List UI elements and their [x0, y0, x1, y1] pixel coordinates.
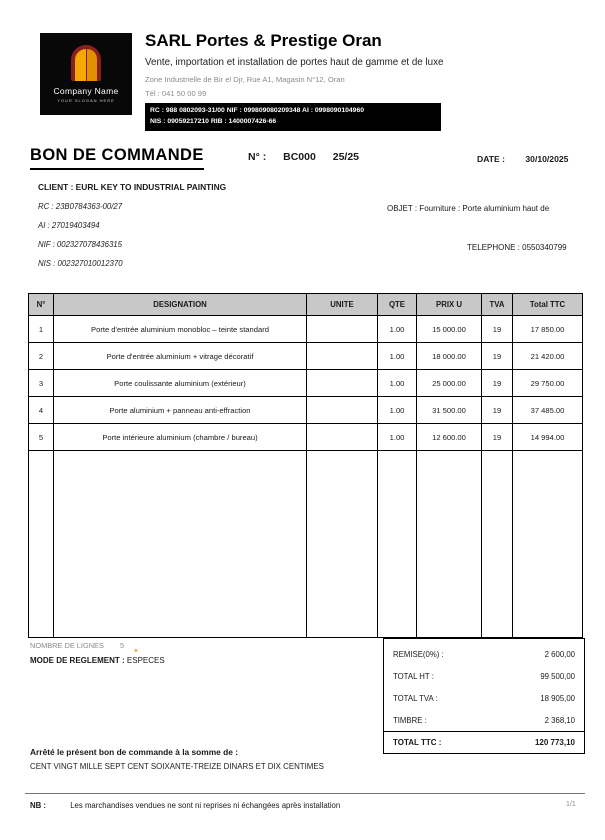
- table-cell: [307, 397, 378, 424]
- total-ttc-row: [384, 731, 584, 753]
- table-cell-empty: [417, 451, 482, 638]
- order-date-label: DATE :: [477, 154, 506, 164]
- order-number-value: 25/25: [332, 151, 360, 163]
- table-cell: [307, 370, 378, 397]
- table-cell: 17 850.00: [513, 316, 583, 343]
- company-title: SARL Portes & Prestige Oran: [145, 31, 382, 50]
- arrete-line: Arrêté le présent bon de commande à la somme de :: [30, 747, 239, 757]
- totals-row-label: TOTAL TVA :: [393, 693, 438, 703]
- door-leaf-right: [87, 49, 98, 81]
- totals-row: [384, 687, 584, 709]
- table-cell: 4: [29, 397, 54, 424]
- table-cell: 25 000.00: [417, 370, 482, 397]
- table-cell: Porte aluminium + panneau anti-effraction: [54, 397, 307, 424]
- table-cell: 1.00: [378, 370, 417, 397]
- table-cell: 19: [482, 397, 513, 424]
- logo-company-name: Company Name: [53, 86, 119, 96]
- order-date-value: 30/10/2025: [525, 154, 569, 164]
- payment-mode-value: ESPECES: [126, 656, 165, 665]
- nb-note: [30, 801, 340, 810]
- total-ttc-label: TOTAL TTC :: [393, 738, 442, 747]
- lines-count-label: NOMBRE DE LIGNES: [30, 641, 104, 650]
- totals-row-label: REMISE(0%) :: [393, 649, 444, 659]
- totals-row: [384, 665, 584, 687]
- table-cell: Porte intérieure aluminium (chambre / bureau): [54, 424, 307, 451]
- table-header-cell: PRIX U: [417, 294, 482, 316]
- lines-count-row: [30, 641, 124, 650]
- table-cell: 31 500.00: [417, 397, 482, 424]
- table-cell-empty: [482, 451, 513, 638]
- order-number-label: N° :: [248, 151, 267, 163]
- table-cell: Porte d'entrée aluminium monobloc – teinte standard: [54, 316, 307, 343]
- table-cell: 19: [482, 316, 513, 343]
- table-cell-empty: [307, 451, 378, 638]
- client-ai: AI : 27019403494: [38, 221, 100, 230]
- order-objet: OBJET : Fourniture : Porte aluminium haut de: [387, 204, 550, 213]
- client-rc: RC : 23B0784363-00/27: [38, 202, 123, 211]
- company-legal-bar: [145, 103, 441, 131]
- table-cell-empty: [29, 451, 54, 638]
- company-subtitle: Vente, importation et installation de portes haut de gamme et de luxe: [145, 57, 444, 68]
- totals-row: [384, 643, 584, 665]
- table-cell-empty: [513, 451, 583, 638]
- star-icon: ✦: [133, 648, 139, 655]
- client-nif: NIF : 002327078436315: [38, 240, 122, 249]
- table-cell: 15 000.00: [417, 316, 482, 343]
- totals-box: [383, 638, 585, 754]
- table-cell: Porte coulissante aluminium (extérieur): [54, 370, 307, 397]
- table-header-cell: Total TTC: [513, 294, 583, 316]
- totals-rows: [384, 643, 584, 731]
- table-cell: [307, 424, 378, 451]
- table-cell: 19: [482, 424, 513, 451]
- legal-line-2: NIS : 09059217210 RIB : 1400007426-66: [150, 117, 277, 125]
- totals-row-value: 2 600,00: [544, 649, 575, 659]
- table-filler-row: [29, 451, 583, 638]
- table-cell: 1.00: [378, 424, 417, 451]
- table-cell-empty: [54, 451, 307, 638]
- logo-tagline: YOUR SLOGAN HERE: [57, 98, 115, 103]
- door-leaf-left: [75, 49, 87, 81]
- client-telephone: TELEPHONE : 0550340799: [467, 243, 567, 252]
- table-cell: [307, 343, 378, 370]
- table-cell: 3: [29, 370, 54, 397]
- order-date-row: [477, 154, 568, 164]
- table-row: [29, 316, 583, 343]
- table-cell: 12 600.00: [417, 424, 482, 451]
- table-row: [29, 370, 583, 397]
- table-cell: 2: [29, 343, 54, 370]
- order-table-body: [29, 316, 583, 638]
- table-cell: 37 485.00: [513, 397, 583, 424]
- totals-row-label: TIMBRE :: [393, 715, 427, 725]
- table-row: [29, 343, 583, 370]
- company-address: Zone Industrielle de Bir el Djr, Rue A1, Magasin N°12, Oran: [145, 75, 345, 84]
- client-block: [38, 182, 226, 278]
- table-cell-empty: [378, 451, 417, 638]
- table-cell: [307, 316, 378, 343]
- page-number: 1/1: [566, 801, 576, 808]
- legal-line-1: RC : 988 0802093-31/00 NIF : 099809080209348 AI : 0998090104960: [150, 107, 365, 114]
- order-table: [28, 293, 583, 638]
- nb-text: Les marchandises vendues ne sont ni reprises ni échangées après installation: [70, 801, 341, 810]
- totals-row: [384, 709, 584, 731]
- door-icon: [71, 45, 101, 81]
- table-cell: 1.00: [378, 343, 417, 370]
- table-header-row: [29, 294, 583, 316]
- table-cell: 1.00: [378, 316, 417, 343]
- table-row: [29, 424, 583, 451]
- table-header-cell: UNITE: [307, 294, 378, 316]
- payment-mode-row: [30, 656, 165, 665]
- totals-row-label: TOTAL HT :: [393, 671, 434, 681]
- table-cell: 5: [29, 424, 54, 451]
- table-cell: 1.00: [378, 397, 417, 424]
- document-title: BON DE COMMANDE: [30, 146, 204, 170]
- client-name: CLIENT : EURL KEY TO INDUSTRIAL PAINTING: [38, 182, 227, 192]
- total-ttc-value: 120 773,10: [534, 738, 575, 747]
- table-cell: 1: [29, 316, 54, 343]
- order-number-row: [248, 151, 373, 163]
- totals-row-value: 99 500,00: [540, 671, 575, 681]
- footer-divider: [25, 793, 585, 794]
- nb-label: NB :: [30, 801, 47, 810]
- table-header-cell: N°: [29, 294, 54, 316]
- lines-count-value: 5: [119, 641, 125, 650]
- table-header-cell: QTE: [378, 294, 417, 316]
- amount-in-words: CENT VINGT MILLE SEPT CENT SOIXANTE-TREIZE DINARS ET DIX CENTIMES: [30, 762, 324, 771]
- company-logo: [40, 33, 132, 115]
- payment-mode-label: MODE DE REGLEMENT :: [30, 656, 125, 665]
- order-number-prefix: BC000: [283, 151, 316, 163]
- table-cell: 14 994.00: [513, 424, 583, 451]
- table-row: [29, 397, 583, 424]
- table-cell: 29 750.00: [513, 370, 583, 397]
- totals-row-value: 18 905,00: [540, 693, 575, 703]
- table-cell: 21 420.00: [513, 343, 583, 370]
- table-cell: Porte d'entrée aluminium + vitrage décoratif: [54, 343, 307, 370]
- company-phone: Tél : 041 50 00 99: [145, 89, 207, 98]
- table-cell: 19: [482, 343, 513, 370]
- table-header-cell: DESIGNATION: [54, 294, 307, 316]
- table-header-cell: TVA: [482, 294, 513, 316]
- table-cell: 18 000.00: [417, 343, 482, 370]
- table-cell: 19: [482, 370, 513, 397]
- client-nis: NIS : 002327010012370: [38, 259, 123, 268]
- totals-row-value: 2 368,10: [544, 715, 575, 725]
